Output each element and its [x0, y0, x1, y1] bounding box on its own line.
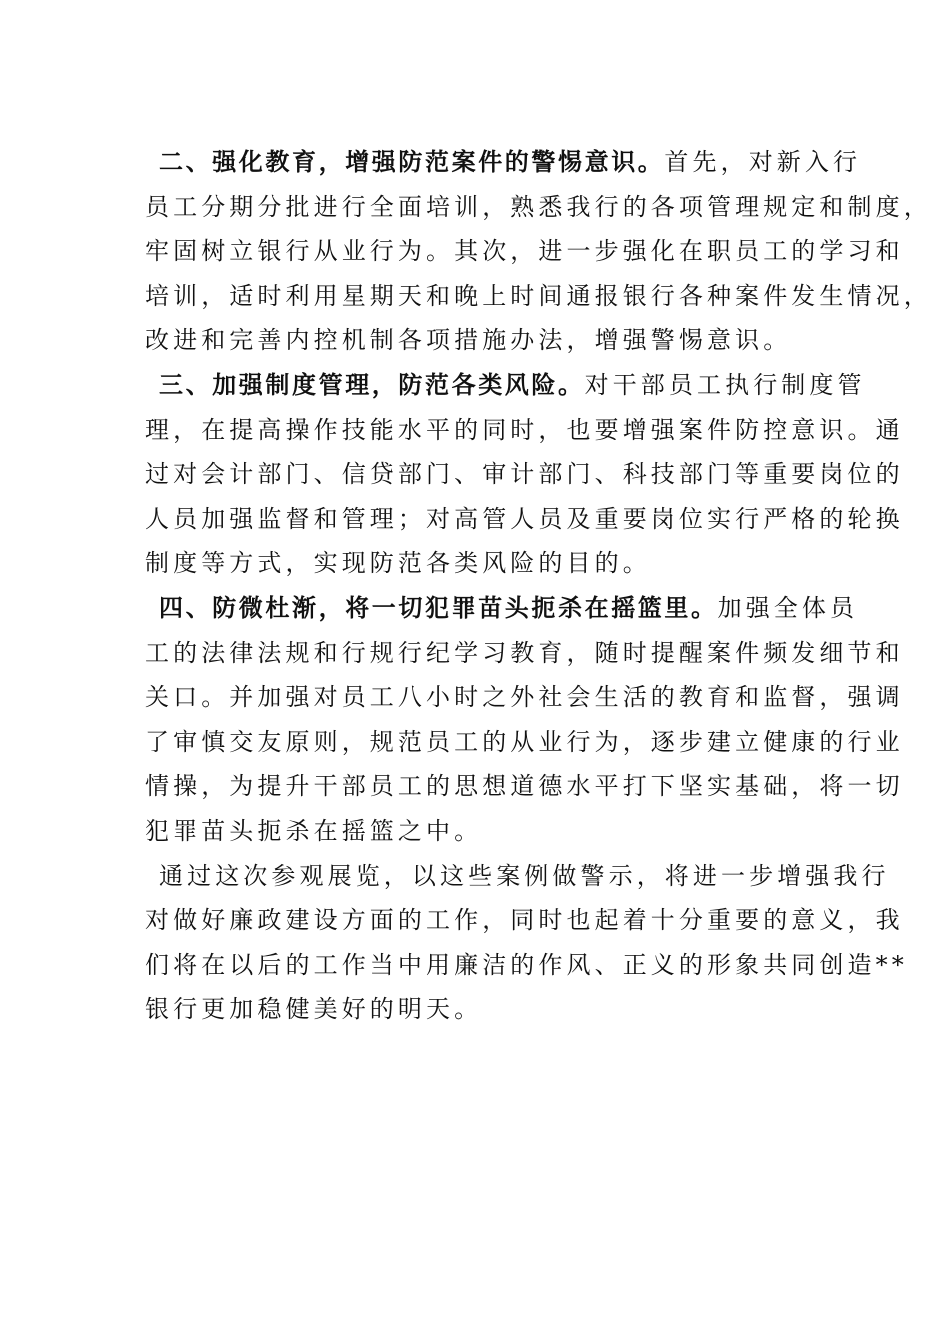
paragraph-line: 牢固树立银行从业行为。其次，进一步强化在职员工的学习和 — [145, 237, 904, 266]
paragraph-line: 改进和完善内控机制各项措施办法，增强警惕意识。 — [145, 326, 792, 355]
paragraph-prevention — [145, 586, 904, 854]
paragraph-line: 们将在以后的工作当中用廉洁的作风、正义的形象共同创造** — [145, 950, 908, 979]
paragraph-line: 制度等方式，实现防范各类风险的目的。 — [145, 549, 651, 578]
paragraph-line: 对做好廉政建设方面的工作，同时也起着十分重要的意义，我 — [145, 906, 904, 935]
section-heading: 四、防微杜渐，将一切犯罪苗头扼杀在摇篮里。 — [159, 593, 718, 622]
paragraph-line: 人员加强监督和管理；对高管人员及重要岗位实行严格的轮换 — [145, 504, 904, 533]
paragraph-line: 通过这次参观展览，以这些案例做警示，将进一步增强我行 — [159, 861, 890, 890]
paragraph-conclusion — [145, 854, 908, 1032]
line-text: 加强全体员 — [717, 593, 859, 622]
paragraph-line — [145, 363, 866, 408]
paragraph-line: 银行更加稳健美好的明天。 — [145, 995, 483, 1024]
paragraph-line: 犯罪苗头扼杀在摇篮之中。 — [145, 816, 483, 845]
paragraph-line: 培训，适时利用星期天和晚上时间通报银行各种案件发生情况， — [145, 281, 932, 310]
paragraph-line: 关口。并加强对员工八小时之外社会生活的教育和监督，强调 — [145, 683, 904, 712]
paragraph-line: 工的法律法规和行规行纪学习教育，随时提醒案件频发细节和 — [145, 638, 904, 667]
paragraph-line: 情操，为提升干部员工的思想道德水平打下坚实基础，将一切 — [145, 772, 904, 801]
paragraph-line: 理，在提高操作技能水平的同时，也要增强案件防控意识。通 — [145, 415, 904, 444]
paragraph-line: 了审慎交友原则，规范员工的从业行为，逐步建立健康的行业 — [145, 727, 904, 756]
section-heading: 二、强化教育，增强防范案件的警惕意识。 — [159, 148, 665, 176]
document-page — [145, 140, 932, 1032]
paragraph-line: 员工分期分批进行全面培训，熟悉我行的各项管理规定和制度， — [145, 192, 932, 221]
line-text: 首先，对新入行 — [664, 148, 862, 176]
paragraph-line — [145, 140, 862, 185]
paragraph-line: 过对会计部门、信贷部门、审计部门、科技部门等重要岗位的 — [145, 460, 904, 489]
paragraph-management — [145, 363, 904, 586]
paragraph-line — [145, 586, 859, 631]
paragraph-education — [145, 140, 932, 363]
section-heading: 三、加强制度管理，防范各类风险。 — [159, 370, 585, 399]
line-text: 对干部员工执行制度管 — [584, 370, 866, 399]
